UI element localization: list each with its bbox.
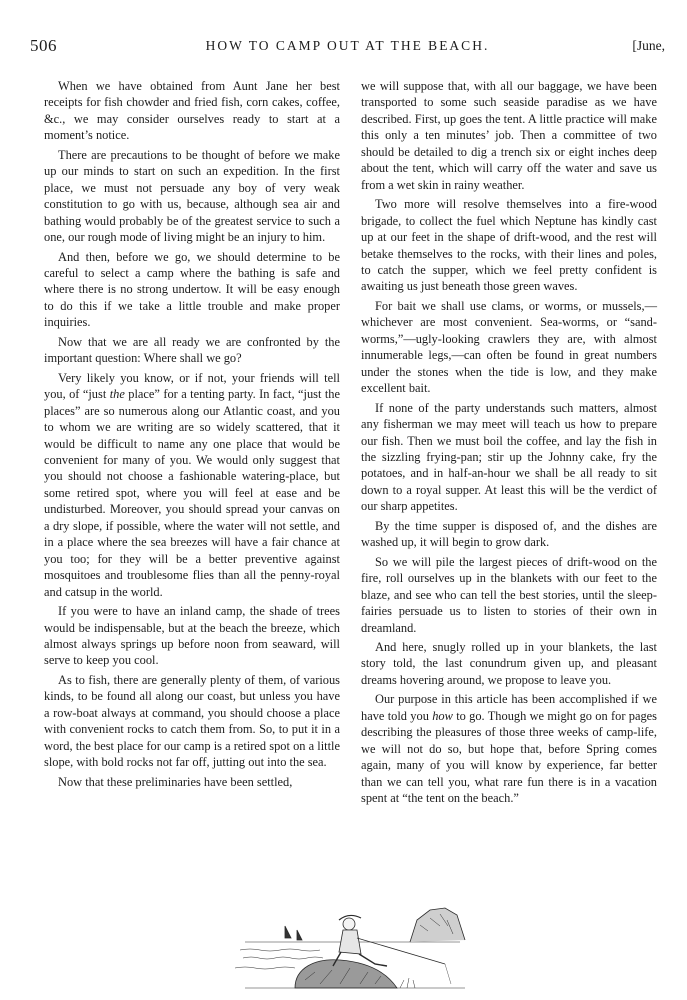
paragraph <box>44 603 340 669</box>
paragraph <box>361 554 657 636</box>
paragraph <box>361 400 657 515</box>
paragraph <box>361 691 657 806</box>
paragraph <box>44 370 340 600</box>
left-column <box>44 78 340 793</box>
text-run: place” for a tenting party. In fact, “just the places” are so numerous along our Atlantic coast, and you to whom we are writing are so widely scattered, that it would be difficult to name any one place that would be convenient for many of you. We would only suggest that you should not choose a fashionable watering-place, but some retired spot, where you will feel at ease and be undisturbed. Moreover, you should spread your canvas on a dry slope, if possible, where the water will not settle, and in a place where the sea breezes will have a fair chance at you too; for they will be a better preventive against mosquitoes and troublesome flies than all the penny-royal and catsup in the world. <box>44 387 340 599</box>
text-run: Now that we are all ready we are confronted by the important question: Where shall we go? <box>44 334 340 366</box>
paragraph <box>44 249 340 331</box>
text-run: There are precautions to be thought of before we make up our minds to start on such an expedition. In the first place, we must not persuade any boy of very weak constitution to go with us, because, although sea air and bathing would probably be of the greatest service to such a one, our rough mode of living might be an injury to him. <box>44 147 340 245</box>
paragraph <box>44 672 340 771</box>
running-header <box>30 36 665 62</box>
text-run: Two more will resolve themselves into a fire-wood brigade, to collect the fuel which Neptune has kindly cast up at our feet in the shape of drift-wood, and the rest will betake themselves to the rocks, with their lines and poles, to catch the supper, which we feel pretty confident is awaiting us just beneath those green waves. <box>361 197 657 294</box>
right-column <box>361 78 657 809</box>
text-run: As to fish, there are generally plenty of them, of various kinds, to be found all along our coast, but unless you have a row-boat always at command, you should choose a place with convenient rocks to catch them from. So, to put it in a word, the best place for our camp is a retired spot on a little slope, with bold rocks not far off, jutting out into the sea. <box>44 672 340 770</box>
text-run: For bait we shall use clams, or worms, or mussels,—whichever are most convenient. Sea-worms, or “sand-worms,”—ugly-looking crawlers they are, with almost innumerable legs,—can often be found in great numbers under the stones when the tide is low, and they make excellent bait. <box>361 298 657 396</box>
text-run: When we have obtained from Aunt Jane her best receipts for fish chowder and fried fish, corn cakes, coffee, &c., we may consider ourselves ready to start at a moment’s notice. <box>44 79 340 143</box>
paragraph <box>44 78 340 144</box>
text-run: to go. Though we might go on for pages describing the pleasures of those three weeks of camp-life, we will not do so, but hope that, before Spring comes again, many of you will know by experience, far better than we can tell you, what rare fun there is in a vacation spent at “the tent on the beach.” <box>361 708 657 806</box>
text-run: And then, before we go, we should determine to be careful to select a camp where the bathing is safe and where there is no strong undertow. It will be easy enough to do this if we take a little trouble and make proper inquiries. <box>44 249 340 330</box>
text-run: we will suppose that, with all our baggage, we have been transported to some such seaside paradise as we have described. First, up goes the tent. A little practice will make this only a ten minutes’ job. Then a committee of two should be detailed to dig a trench six or eight inches deep about the tent, which will carry off the water and save us from a wet skin in rainy weather. <box>361 79 657 192</box>
text-run: Now that these preliminaries have been settled, <box>58 774 293 789</box>
text-run: Very likely you know, or if not, your friends will tell you, of “just <box>44 370 340 402</box>
paragraph <box>361 196 657 295</box>
page-number: 506 <box>30 36 57 55</box>
boy-on-rocks-vignette <box>225 880 475 992</box>
text-run: If none of the party understands such matters, almost any fisherman we may meet will teach us how to prepare our fish. Then we must boil the coffee, and lay the fish in the sizzling frying-pan; stir up the Johnny cake, fry the potatoes, and in half-an-hour we shall be all ready to sit down to a royal supper. At least this will be the verdict of our sharp appetites. <box>361 400 657 514</box>
italic-text: how <box>432 708 453 723</box>
paragraph <box>44 147 340 246</box>
text-run: So we will pile the largest pieces of drift-wood on the fire, roll ourselves up in the blankets with our feet to the blaze, and see who can tell the best stories, until the sleep-fairies persuade us to listen to stories of their own in dreamland. <box>361 554 657 635</box>
issue-month: [June, <box>632 38 665 53</box>
paragraph <box>44 774 340 790</box>
paragraph <box>361 78 657 193</box>
text-run: If you were to have an inland camp, the shade of trees would be indispensable, but at the beach the breeze, which almost always springs up before noon from seaward, will serve to keep you cool. <box>44 604 340 668</box>
italic-text: the <box>109 387 125 402</box>
paragraph <box>361 639 657 688</box>
running-title: HOW TO CAMP OUT AT THE BEACH. <box>205 38 490 53</box>
text-run: By the time supper is disposed of, and the dishes are washed up, it will begin to grow dark. <box>361 518 657 550</box>
paragraph <box>361 518 657 551</box>
paragraph <box>361 298 657 397</box>
text-run: And here, snugly rolled up in your blankets, the last story told, the last conundrum given up, and pleasant dreams hovering around, we propose to leave you. <box>361 639 657 687</box>
paragraph <box>44 334 340 367</box>
text-run: Our purpose in this article has been accomplished if we have told you <box>361 692 657 723</box>
